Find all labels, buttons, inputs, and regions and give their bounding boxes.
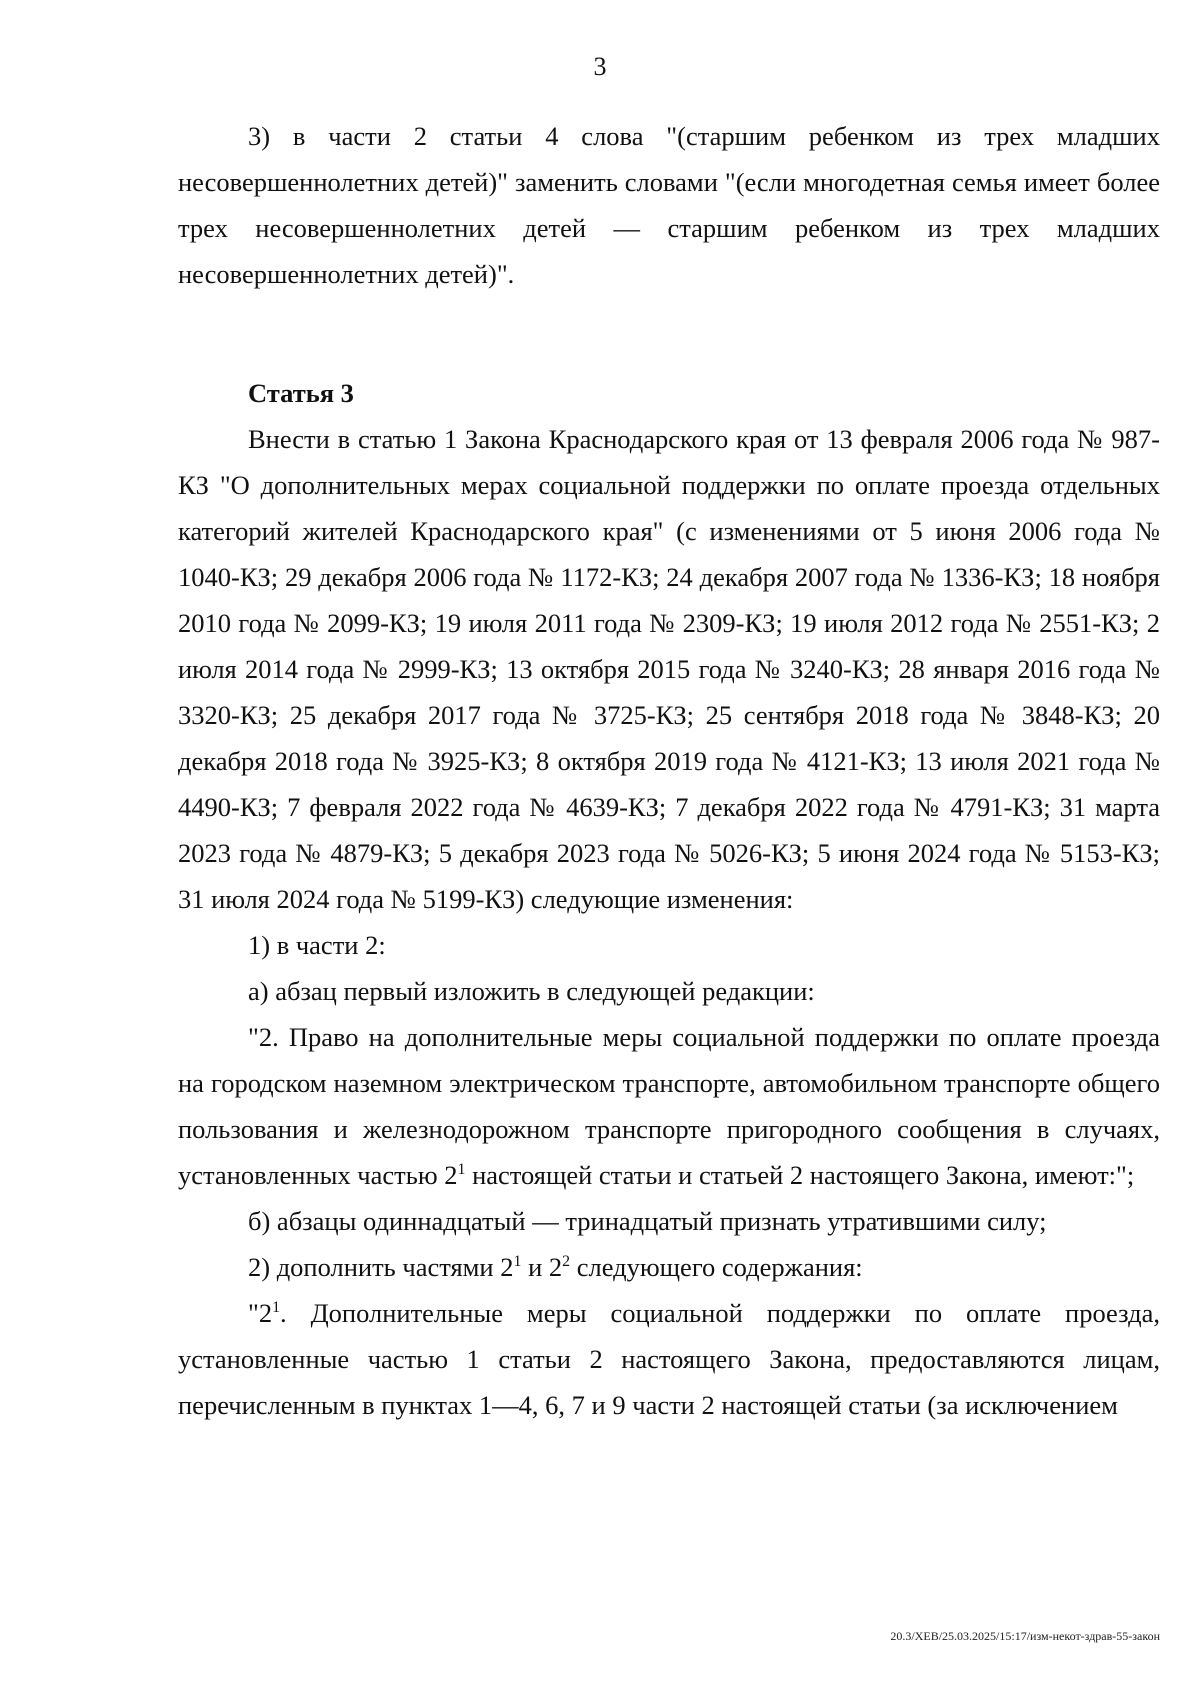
superscript: 2 (562, 1253, 571, 1271)
superscript: 1 (457, 1161, 466, 1179)
quote-2-text: "2. Право на дополнительные меры социальной поддержки по оплате проезда на городском наземном электрическом транспорте, автомобильном транспорте общего пользования и железнодорожном транспорте пригородного сообщения в случаях, установленных частью 2 (178, 1022, 1160, 1190)
document-body (178, 113, 1160, 1428)
section-gap (178, 297, 1160, 372)
paragraph-article-intro: Внести в статью 1 Закона Краснодарского края от 13 февраля 2006 года № 987-КЗ "О дополнительных мерах социальной поддержки по оплате проезда отдельных категорий жителей Краснодарского края" (с изменениями от 5 июня 2006 года № 1040-КЗ; 29 декабря 2006 года № 1172-КЗ; 24 декабря 2007 года № 1336-КЗ; 18 ноября 2010 года № 2099-КЗ; 19 июля 2011 года № 2309-КЗ; 19 июля 2012 года № 2551-КЗ; 2 июля 2014 года № 2999-КЗ; 13 октября 2015 года № 3240-КЗ; 28 января 2016 года № 3320-КЗ; 25 декабря 2017 года № 3725-КЗ; 25 сентября 2018 года № 3848-КЗ; 20 декабря 2018 года № 3925-КЗ; 8 октября 2019 года № 4121-КЗ; 13 июля 2021 года № 4490-КЗ; 7 февраля 2022 года № 4639-КЗ; 7 декабря 2022 года № 4791-КЗ; 31 марта 2023 года № 4879-КЗ; 5 декабря 2023 года № 5026-КЗ; 5 июня 2024 года № 5153-КЗ; 31 июля 2024 года № 5199-КЗ) следующие изменения: (178, 424, 1160, 914)
quote-2-text-end: настоящей статьи и статьей 2 настоящего Закона, имеют:"; (465, 1160, 1135, 1190)
page-number: 3 (593, 52, 607, 81)
article-heading: Статья 3 (248, 378, 354, 408)
quote-2-1-open: "2 (248, 1298, 273, 1328)
paragraph-sub-1: 1) в части 2: (248, 930, 386, 960)
footer-code: 20.3/ХЕВ/25.03.2025/15:17/изм-некот-здрав-55-закон (890, 1629, 1160, 1643)
paragraph-sub-2 (178, 1244, 1160, 1290)
sub-2-text-mid: и 2 (521, 1252, 563, 1282)
sub-2-text-end: следующего содержания: (570, 1252, 863, 1282)
paragraph-item-3: 3) в части 2 статьи 4 слова "(старшим ребенком из трех младших несовершеннолетних детей)" заменить словами "(если многодетная семья имеет более трех несовершеннолетних детей — старшим ребенком из трех младших несовершеннолетних детей)". (178, 121, 1160, 289)
paragraph-quote-2 (178, 1014, 1160, 1198)
paragraph-sub-1a: а) абзац первый изложить в следующей редакции: (248, 976, 815, 1006)
superscript: 1 (513, 1253, 522, 1271)
sub-2-text: 2) дополнить частями 2 (248, 1252, 514, 1282)
paragraph-sub-1b: б) абзацы одиннадцатый — тринадцатый признать утратившими силу; (248, 1206, 1047, 1236)
superscript: 1 (272, 1299, 281, 1317)
paragraph-quote-2-1 (178, 1290, 1160, 1428)
quote-2-1-text: . Дополнительные меры социальной поддержки по оплате проезда, установленные частью 1 статьи 2 настоящего Закона, предоставляются лицам, перечисленным в пунктах 1—4, 6, 7 и 9 части 2 настоящей статьи (за исключением (178, 1298, 1160, 1420)
